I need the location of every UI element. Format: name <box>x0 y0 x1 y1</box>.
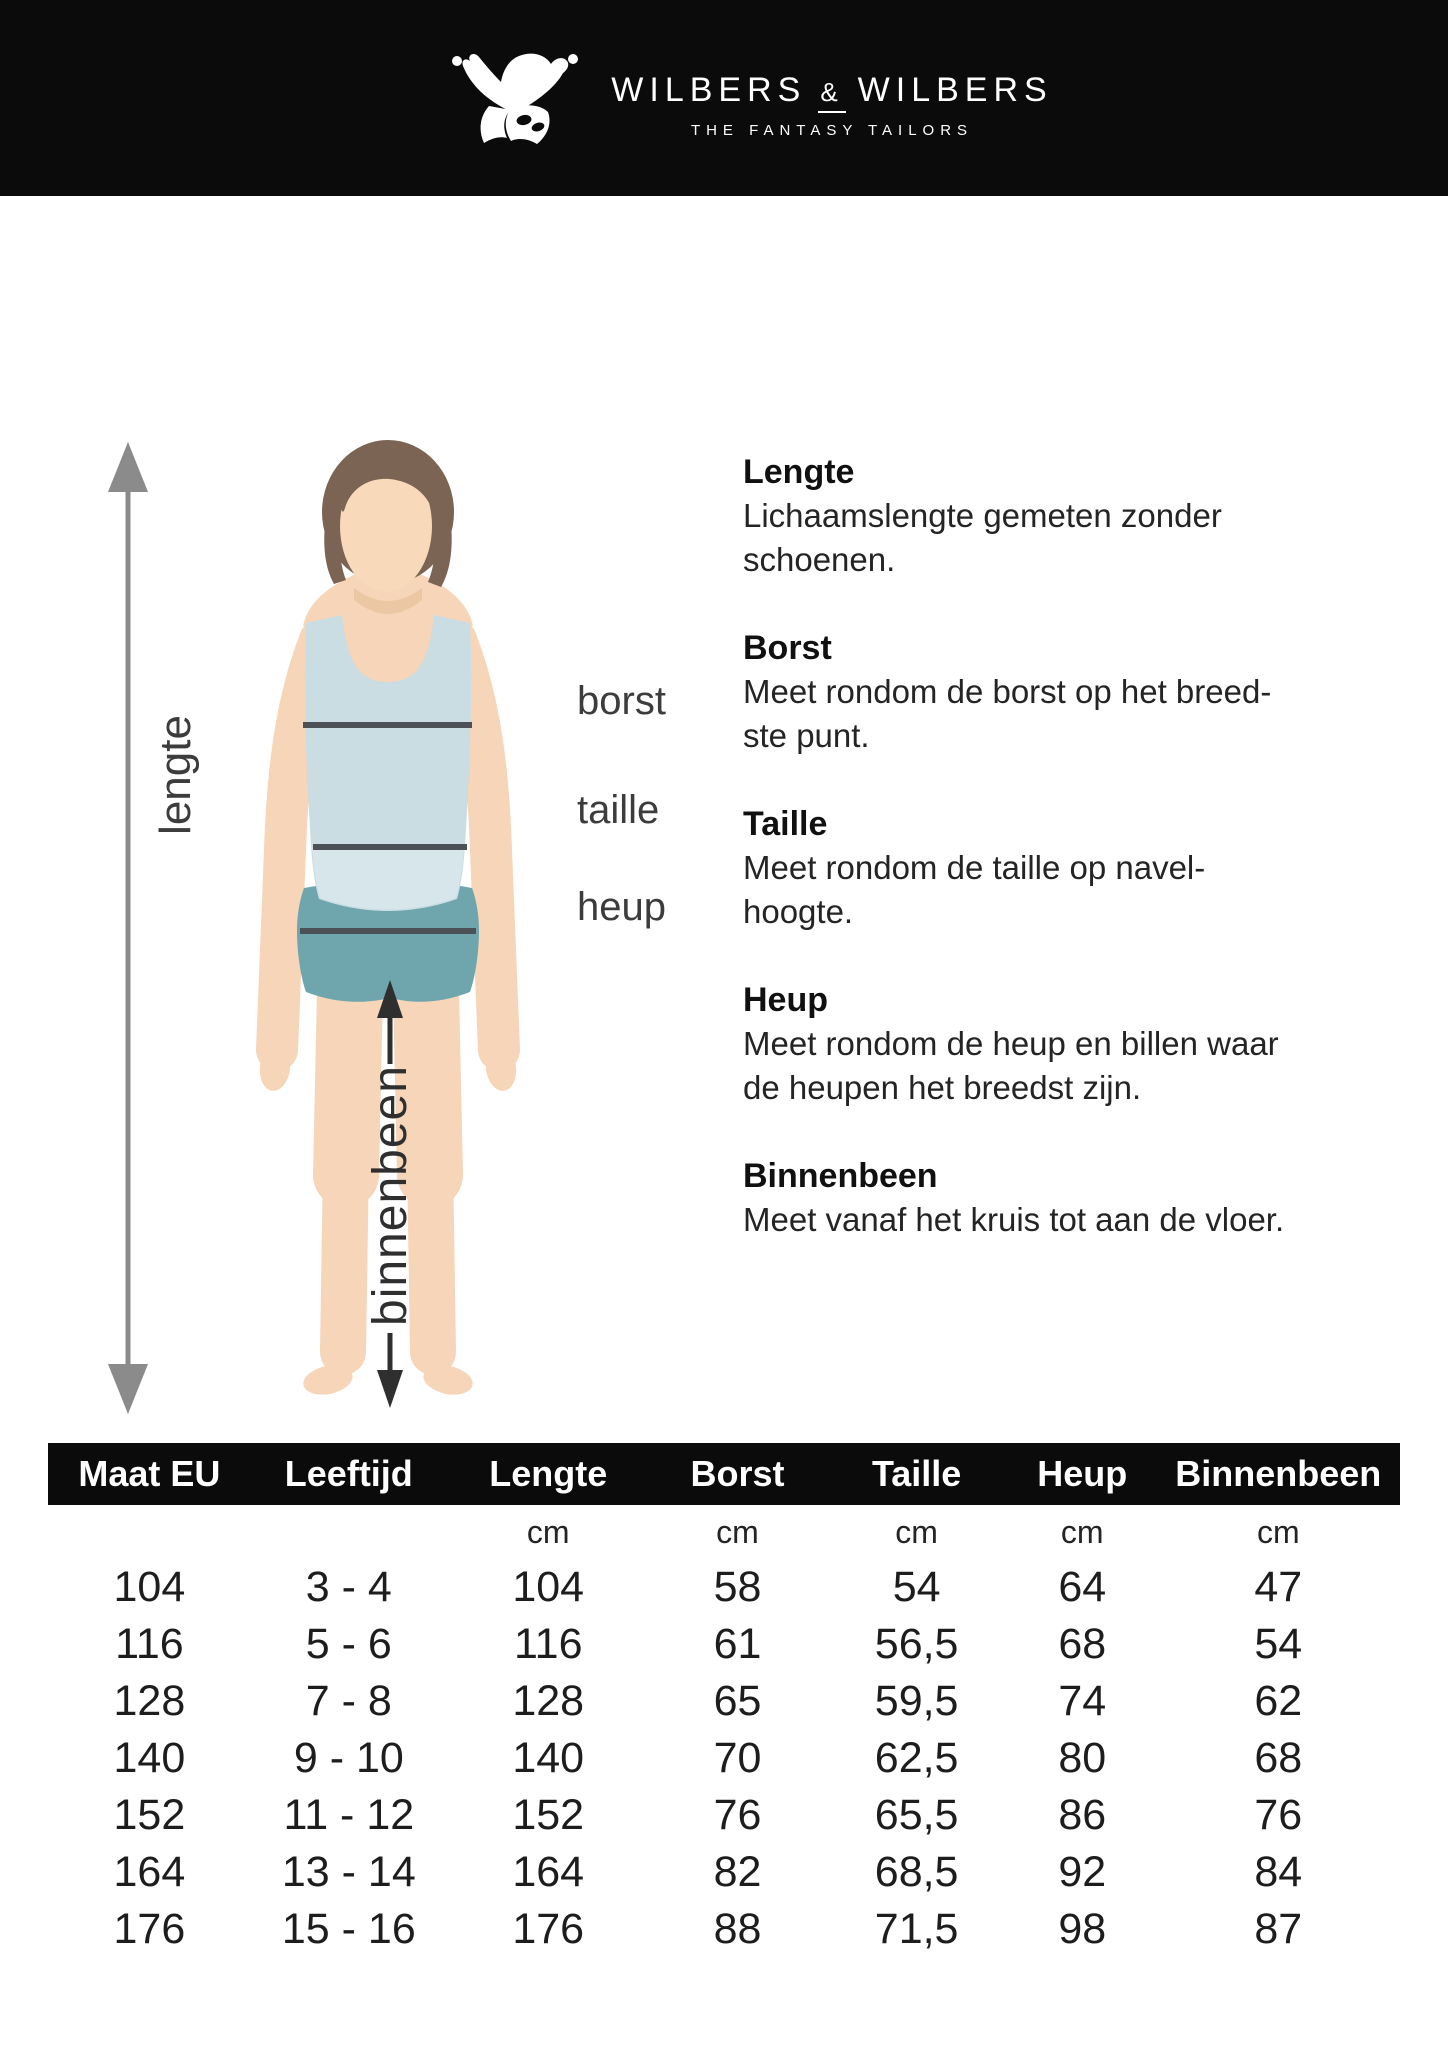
column-header: Binnenbeen <box>1175 1453 1382 1494</box>
description-line: ste punt. <box>743 717 870 754</box>
table-cell: 140 <box>113 1734 186 1782</box>
description-binnenbeen <box>743 1154 1393 1242</box>
brand-text-block <box>611 71 1052 139</box>
table-cell: 128 <box>113 1677 186 1725</box>
column-header: Taille <box>871 1453 962 1494</box>
table-cell: 65,5 <box>874 1791 959 1839</box>
table-cell: 59,5 <box>874 1677 959 1725</box>
header-banner <box>0 0 1448 196</box>
table-row <box>48 1559 1400 1616</box>
table-cell: 164 <box>512 1848 585 1896</box>
table-row <box>48 1616 1400 1673</box>
description-lengte <box>743 450 1393 582</box>
measurement-descriptions <box>743 450 1393 1286</box>
table-cell: 76 <box>713 1791 762 1839</box>
table-cell: 13 - 14 <box>281 1848 416 1896</box>
table-cell: 47 <box>1254 1563 1303 1611</box>
table-cell: 98 <box>1058 1905 1107 1953</box>
unit-cell: cm <box>716 1513 759 1550</box>
brand-ampersand: & <box>818 77 845 113</box>
table-header-row <box>48 1443 1400 1505</box>
table-row <box>48 1844 1400 1901</box>
description-line: hoogte. <box>743 893 854 930</box>
description-line: Lichaamslengte gemeten zonder <box>743 497 1222 534</box>
table-cell: 87 <box>1254 1905 1303 1953</box>
binnenbeen-label: binnenbeen <box>364 1065 417 1326</box>
lengte-arrow <box>108 442 148 1414</box>
table-row <box>48 1787 1400 1844</box>
description-taille <box>743 802 1393 934</box>
description-line: de heupen het breedst zijn. <box>743 1069 1142 1106</box>
brand-subtitle: THE FANTASY TAILORS <box>690 122 974 139</box>
table-cell: 5 - 6 <box>305 1620 392 1668</box>
table-cell: 3 - 4 <box>305 1563 392 1611</box>
borst-label: borst <box>577 679 666 723</box>
figure-head <box>322 440 454 592</box>
table-cell: 176 <box>512 1905 585 1953</box>
table-cell: 82 <box>713 1848 762 1896</box>
description-title: Binnenbeen <box>743 1157 938 1195</box>
table-cell: 128 <box>512 1677 585 1725</box>
brand-title <box>611 71 1052 113</box>
brand-name-right: WILBERS <box>857 71 1053 109</box>
column-header: Leeftijd <box>284 1453 413 1494</box>
table-cell: 7 - 8 <box>305 1677 392 1725</box>
unit-cell: cm <box>1256 1513 1300 1550</box>
table-cell: 74 <box>1058 1677 1107 1725</box>
table-row <box>48 1673 1400 1730</box>
table-cell: 104 <box>113 1563 186 1611</box>
table-cell: 56,5 <box>874 1620 959 1668</box>
table-cell: 88 <box>713 1905 762 1953</box>
unit-cell: cm <box>895 1513 938 1550</box>
description-line: Meet rondom de heup en billen waar <box>743 1025 1279 1062</box>
table-cell: 176 <box>113 1905 186 1953</box>
column-header: Borst <box>690 1453 785 1494</box>
table-cell: 58 <box>713 1563 762 1611</box>
table-cell: 68,5 <box>874 1848 959 1896</box>
description-title: Borst <box>743 629 832 667</box>
table-cell: 152 <box>512 1791 585 1839</box>
description-line: Meet rondom de borst op het breed- <box>743 673 1272 710</box>
table-cell: 80 <box>1058 1734 1107 1782</box>
description-title: Taille <box>743 805 828 843</box>
table-cell: 70 <box>713 1734 762 1782</box>
table-row <box>48 1901 1400 1958</box>
table-cell: 104 <box>512 1563 585 1611</box>
table-cell: 54 <box>892 1563 941 1611</box>
table-cell: 54 <box>1254 1620 1303 1668</box>
table-cell: 9 - 10 <box>293 1734 404 1782</box>
table-cell: 164 <box>113 1848 186 1896</box>
table-cell: 68 <box>1254 1734 1303 1782</box>
unit-cell: cm <box>526 1513 570 1550</box>
table-cell: 62,5 <box>874 1734 959 1782</box>
table-cell: 152 <box>113 1791 186 1839</box>
column-header: Lengte <box>489 1453 608 1494</box>
table-unit-row <box>48 1505 1400 1559</box>
unit-cell: cm <box>1060 1513 1104 1550</box>
table-cell: 64 <box>1058 1563 1107 1611</box>
table-cell: 116 <box>115 1620 184 1668</box>
column-header: Maat EU <box>78 1453 221 1494</box>
column-header: Heup <box>1037 1453 1128 1494</box>
heup-label: heup <box>577 885 666 929</box>
table-cell: 116 <box>513 1620 583 1668</box>
table-cell: 84 <box>1254 1848 1303 1896</box>
description-borst <box>743 626 1393 758</box>
brand-logo <box>427 46 1052 150</box>
size-table <box>48 1443 1400 1958</box>
table-cell: 15 - 16 <box>281 1905 416 1953</box>
jester-mask-icon <box>427 46 597 150</box>
table-cell: 76 <box>1254 1791 1303 1839</box>
description-line: Meet vanaf het kruis tot aan de vloer. <box>743 1201 1285 1238</box>
table-cell: 92 <box>1058 1848 1107 1896</box>
table-row <box>48 1730 1400 1787</box>
taille-label: taille <box>577 788 660 832</box>
table-cell: 62 <box>1254 1677 1303 1725</box>
table-cell: 68 <box>1058 1620 1107 1668</box>
brand-name-left: WILBERS <box>611 71 807 109</box>
table-cell: 71,5 <box>874 1905 959 1953</box>
lengte-label: lengte <box>151 715 200 835</box>
table-cell: 140 <box>512 1734 585 1782</box>
table-cell: 61 <box>713 1620 762 1668</box>
description-line: Meet rondom de taille op navel- <box>743 849 1206 886</box>
description-title: Heup <box>743 981 828 1019</box>
description-title: Lengte <box>743 453 855 491</box>
description-line: schoenen. <box>743 541 896 578</box>
description-heup <box>743 978 1393 1110</box>
table-cell: 11 - 12 <box>283 1791 415 1839</box>
table-cell: 86 <box>1058 1791 1107 1839</box>
table-cell: 65 <box>713 1677 762 1725</box>
